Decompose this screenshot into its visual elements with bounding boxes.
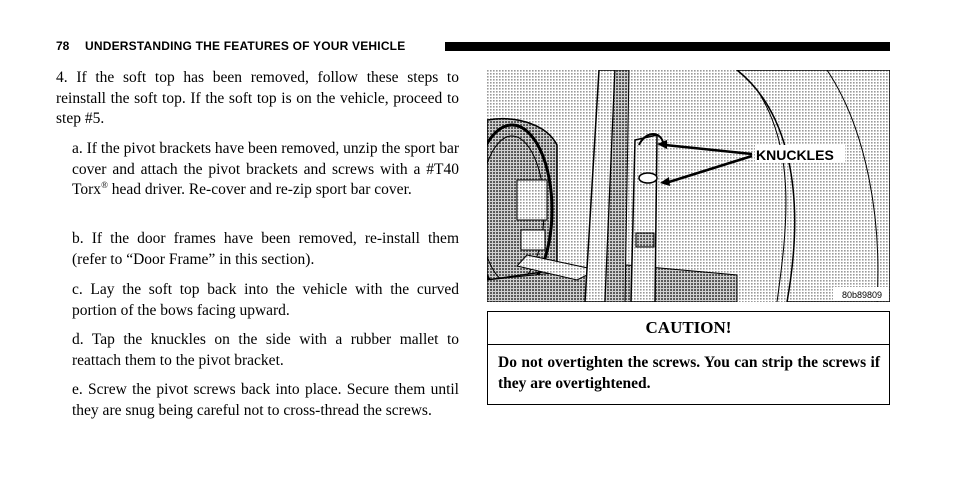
caution-box (487, 311, 890, 405)
step-4a-text-1: a. If the pivot brackets have been removed, unzip the sport bar cover and attach the pivot brackets and screws with a #T40 Torx (72, 140, 459, 198)
caution-text: Do not overtighten the screws. You can strip the screws if they are overtightened. (498, 354, 880, 392)
registered-mark: ® (101, 179, 108, 190)
step-4b-paragraph: b. If the door frames have been removed, re-install them (refer to “Door Frame” in this section). (72, 230, 459, 268)
knuckles-illustration (487, 70, 890, 302)
section-title: UNDERSTANDING THE FEATURES OF YOUR VEHICLE (85, 39, 406, 53)
page-header (56, 38, 890, 54)
step-4e-paragraph: e. Screw the pivot screws back into place. Secure them until they are snug being careful not to cross-thread the screws. (72, 381, 459, 419)
figure-code: 80b89809 (842, 290, 883, 300)
step-4d-paragraph: d. Tap the knuckles on the side with a rubber mallet to reattach them to the pivot bracket. (72, 331, 459, 369)
step-4a-paragraph (72, 139, 459, 201)
page-number: 78 (56, 39, 70, 53)
illustration-svg (487, 70, 890, 302)
knuckles-label: KNUCKLES (756, 147, 834, 163)
step-4-paragraph: 4. If the soft top has been removed, follow these steps to reinstall the soft top. If the soft top is on the vehicle, proceed to step #5. (56, 69, 459, 127)
step-4c-paragraph: c. Lay the soft top back into the vehicle with the curved portion of the bows facing upward. (72, 281, 459, 319)
step-4a-text-2: head driver. Re-cover and re-zip sport bar cover. (107, 181, 412, 198)
caution-title: CAUTION! (488, 312, 889, 345)
header-rule (445, 42, 890, 51)
